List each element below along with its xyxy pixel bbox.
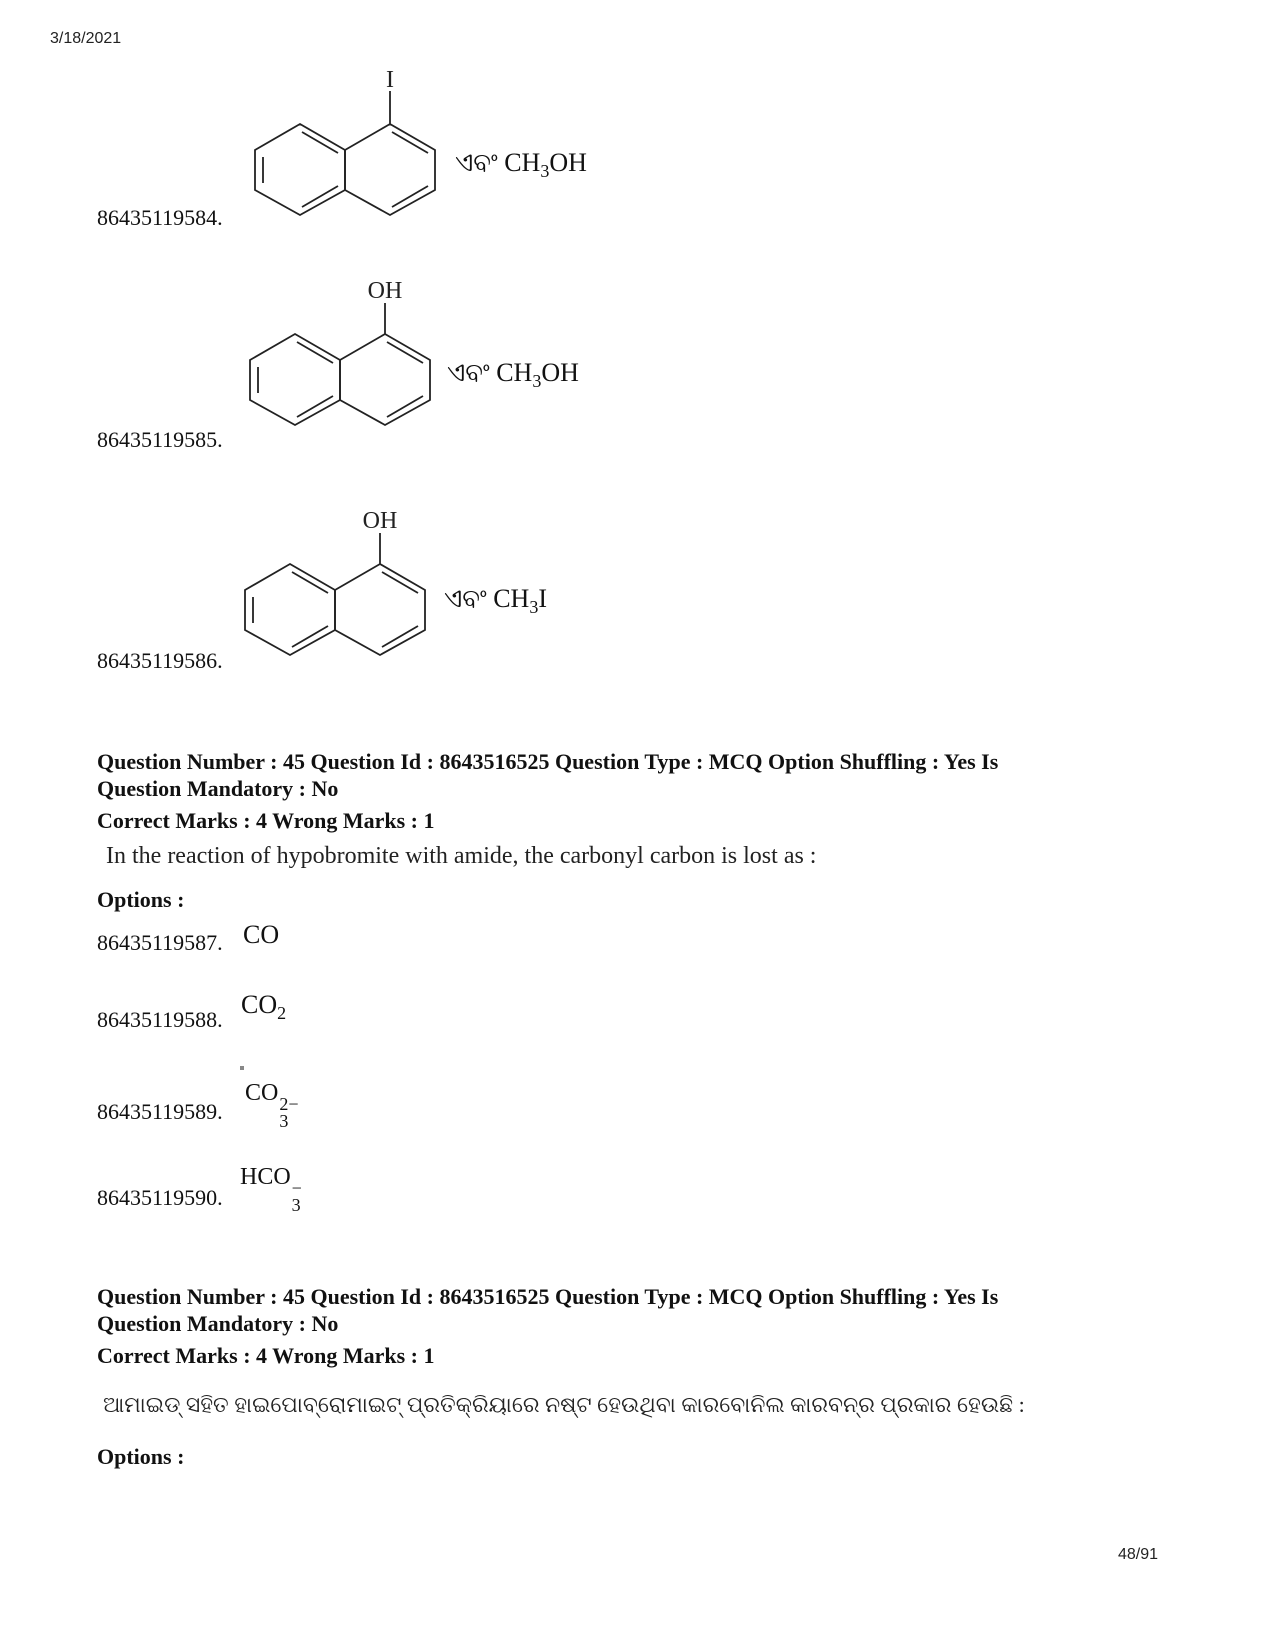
- substituent-label: OH: [367, 278, 403, 304]
- option-id: 86435119585.: [97, 427, 223, 452]
- formula-main: CO: [245, 1080, 279, 1106]
- question-meta: [97, 748, 1197, 802]
- naphthol-structure: [240, 275, 440, 435]
- print-date: 3/18/2021: [50, 30, 122, 47]
- reagent: [455, 148, 587, 182]
- substituent-label: I: [386, 67, 394, 93]
- reagent-sub: 3: [529, 597, 539, 617]
- formula-sup: −: [291, 1178, 302, 1198]
- formula-sub: 3: [291, 1195, 301, 1215]
- reagent-tail: OH: [541, 358, 579, 387]
- question-marks: Correct Marks : 4 Wrong Marks : 1: [97, 1343, 435, 1368]
- formula-sub: 2: [277, 1003, 287, 1023]
- question-meta-line2: Question Mandatory : No: [97, 776, 339, 801]
- reagent-main: CH: [493, 584, 530, 613]
- naphthol-structure: [235, 505, 435, 665]
- options-label: Options :: [97, 887, 185, 912]
- reagent: [444, 584, 547, 618]
- joiner-text: ଏବଂ: [455, 148, 498, 177]
- formula-sup: 2−: [279, 1094, 299, 1114]
- reagent-main: CH: [496, 358, 533, 387]
- option-formula: [241, 990, 286, 1024]
- stray-dot: [240, 1066, 244, 1070]
- reagent-tail: I: [538, 584, 547, 613]
- formula-main: CO: [243, 920, 280, 949]
- option-id: 86435119589.: [97, 1099, 223, 1124]
- formula-main: HCO: [240, 1164, 291, 1190]
- substituent-label: OH: [362, 508, 398, 534]
- option-formula: [245, 1080, 299, 1130]
- formula-main: CO: [241, 990, 278, 1019]
- formula-sub: 3: [279, 1111, 289, 1131]
- question-text: ଆମାଇଡ୍ ସହିତ ହାଇପୋବ୍ରୋମାଇଟ୍ ପ୍ରତିକ୍ରିୟାରେ ନଷ୍ଟ ହେଉଥିବା କାରବୋନିଲ କାରବନ୍‌ର ପ୍ରକାର ହେଉଛି :: [103, 1392, 1025, 1417]
- option-formula: [243, 920, 279, 950]
- question-marks: Correct Marks : 4 Wrong Marks : 1: [97, 808, 435, 833]
- option-id: 86435119590.: [97, 1185, 223, 1210]
- option-id: 86435119588.: [97, 1007, 223, 1032]
- reagent-main: CH: [504, 148, 541, 177]
- option-id: 86435119586.: [97, 648, 223, 673]
- reagent-sub: 3: [532, 371, 542, 391]
- option-id: 86435119587.: [97, 930, 223, 955]
- question-meta: [97, 1283, 1197, 1337]
- question-text: In the reaction of hypobromite with amide, the carbonyl carbon is lost as :: [106, 843, 817, 869]
- question-meta-line2: Question Mandatory : No: [97, 1311, 339, 1336]
- options-label: Options :: [97, 1444, 185, 1469]
- joiner-text: ଏବଂ: [444, 584, 487, 613]
- question-meta-line1: Question Number : 45 Question Id : 8643516525 Question Type : MCQ Option Shuffling : Yes Is: [97, 749, 999, 774]
- reagent-sub: 3: [540, 161, 550, 181]
- reagent-tail: OH: [549, 148, 587, 177]
- joiner-text: ଏବଂ: [447, 358, 490, 387]
- page-number: 48/91: [1118, 1546, 1159, 1563]
- reagent: [447, 358, 579, 392]
- option-formula: [240, 1164, 302, 1214]
- naphthalene-structure: [245, 65, 445, 225]
- question-meta-line1: Question Number : 45 Question Id : 8643516525 Question Type : MCQ Option Shuffling : Yes Is: [97, 1284, 999, 1309]
- option-id: 86435119584.: [97, 205, 223, 230]
